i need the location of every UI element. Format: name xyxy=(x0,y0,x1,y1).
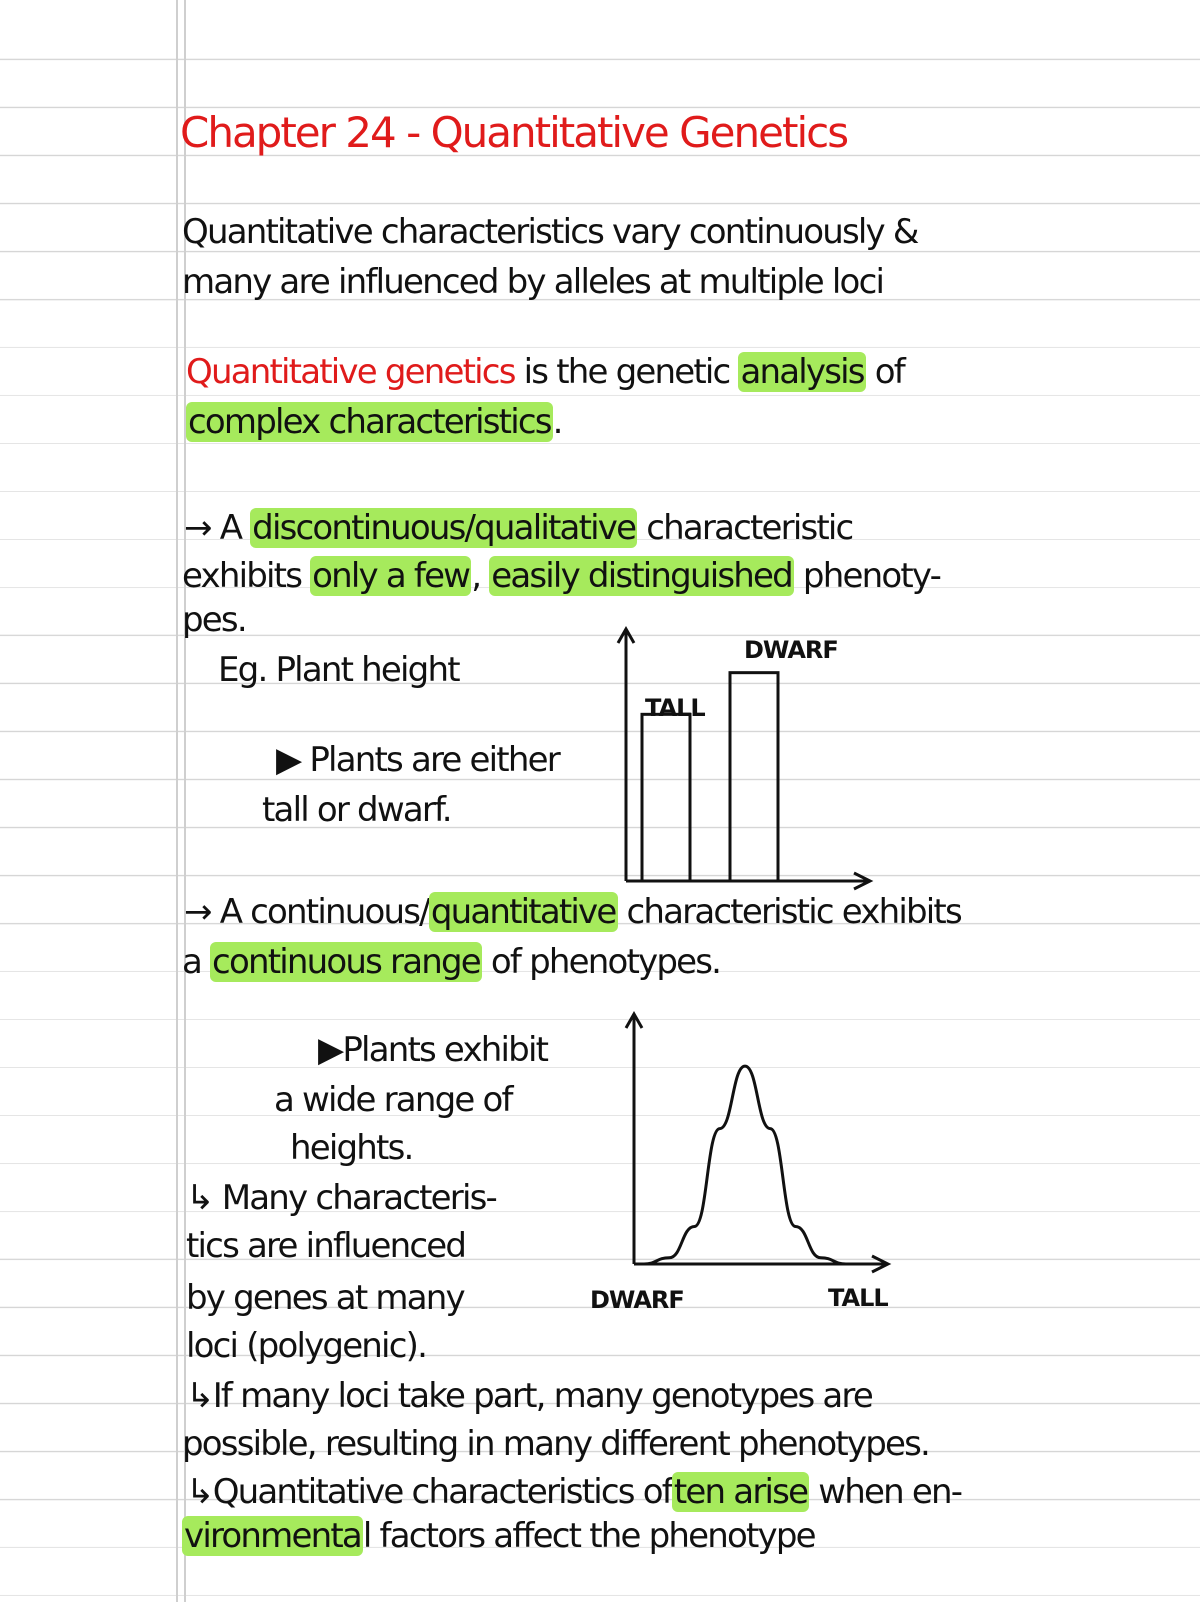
environment-text-3: l factors affect the phenotype xyxy=(362,1516,815,1556)
many-loci-line-1: ↳If many loci take part, many genotypes are xyxy=(186,1376,872,1416)
chart2-label-tall: TALL xyxy=(828,1284,888,1312)
definition-term: Quantitative genetics xyxy=(186,352,515,392)
discontinuous-line-2 xyxy=(182,556,940,596)
environment-highlight-arise: ten arise xyxy=(673,1472,808,1512)
chart2-distribution-curve xyxy=(644,1066,846,1264)
intro-line-2: many are influenced by alleles at multiple loci xyxy=(182,262,884,302)
definition-line-2 xyxy=(186,402,562,442)
bar-chart-plant-height xyxy=(600,625,900,895)
chart1-label-tall: TALL xyxy=(645,694,705,722)
discontinuous-text-4: phenoty- xyxy=(793,556,941,596)
continuous-line-1 xyxy=(184,892,961,932)
intro-line-1: Quantitative characteristics vary continuously & xyxy=(182,212,918,252)
continuous-text-2: a xyxy=(182,942,211,982)
discontinuous-text-2: exhibits xyxy=(182,556,311,596)
page-title: Chapter 24 - Quantitative Genetics xyxy=(180,108,848,157)
continuous-highlight-quantitative: quantitative xyxy=(430,892,616,932)
environment-text-1: ↳Quantitative characteristics of xyxy=(186,1472,672,1512)
polygenic-line-4: loci (polygenic). xyxy=(186,1326,427,1366)
polygenic-line-3: by genes at many xyxy=(186,1278,464,1318)
discontinuous-highlight-few: only a few xyxy=(312,556,470,596)
definition-line-1 xyxy=(186,352,904,392)
discontinuous-text-3: , xyxy=(471,556,490,596)
environment-line-2 xyxy=(182,1516,815,1556)
many-loci-line-2: possible, resulting in many different phenotypes. xyxy=(182,1424,930,1464)
discontinuous-arrow: → A xyxy=(184,508,251,548)
environment-line-1 xyxy=(186,1472,961,1512)
continuous-highlight-range: continuous range xyxy=(212,942,480,982)
definition-highlight-complex: complex characteristics xyxy=(188,402,551,442)
polygenic-line-1: ↳ Many characteris- xyxy=(186,1178,496,1218)
definition-text-1: is the genetic xyxy=(514,352,739,392)
continuous-text-3: of phenotypes. xyxy=(481,942,721,982)
chart2-label-dwarf: DWARF xyxy=(590,1286,684,1314)
discontinuous-bullet-1: ▶ Plants are either xyxy=(276,740,559,780)
discontinuous-line-3: pes. xyxy=(182,600,246,640)
continuous-text-1: characteristic exhibits xyxy=(617,892,961,932)
chart1-bar-tall xyxy=(642,714,690,881)
chart1-bar-dwarf xyxy=(730,673,778,881)
distribution-chart-plant-height xyxy=(610,1010,900,1275)
example-plant-height: Eg. Plant height xyxy=(218,650,459,690)
environment-highlight-environmenta: vironmenta xyxy=(184,1516,361,1556)
definition-text-3: . xyxy=(552,402,562,442)
polygenic-line-2: tics are influenced xyxy=(186,1226,466,1266)
chart1-label-dwarf: DWARF xyxy=(744,636,838,664)
definition-highlight-analysis: analysis xyxy=(740,352,864,392)
discontinuous-highlight-distinguished: easily distinguished xyxy=(491,556,792,596)
continuous-line-2 xyxy=(182,942,720,982)
margin-line-outer xyxy=(176,0,178,1602)
discontinuous-text-1: characteristic xyxy=(637,508,853,548)
continuous-bullet-1: ▶Plants exhibit xyxy=(318,1030,548,1070)
definition-text-2: of xyxy=(865,352,904,392)
continuous-arrow: → A continuous/ xyxy=(184,892,429,932)
discontinuous-line-1 xyxy=(184,508,852,548)
continuous-bullet-3: heights. xyxy=(290,1128,413,1168)
continuous-bullet-2: a wide range of xyxy=(274,1080,512,1120)
discontinuous-highlight-term: discontinuous/qualitative xyxy=(252,508,636,548)
environment-text-2: when en- xyxy=(809,1472,962,1512)
discontinuous-bullet-2: tall or dwarf. xyxy=(262,790,451,830)
